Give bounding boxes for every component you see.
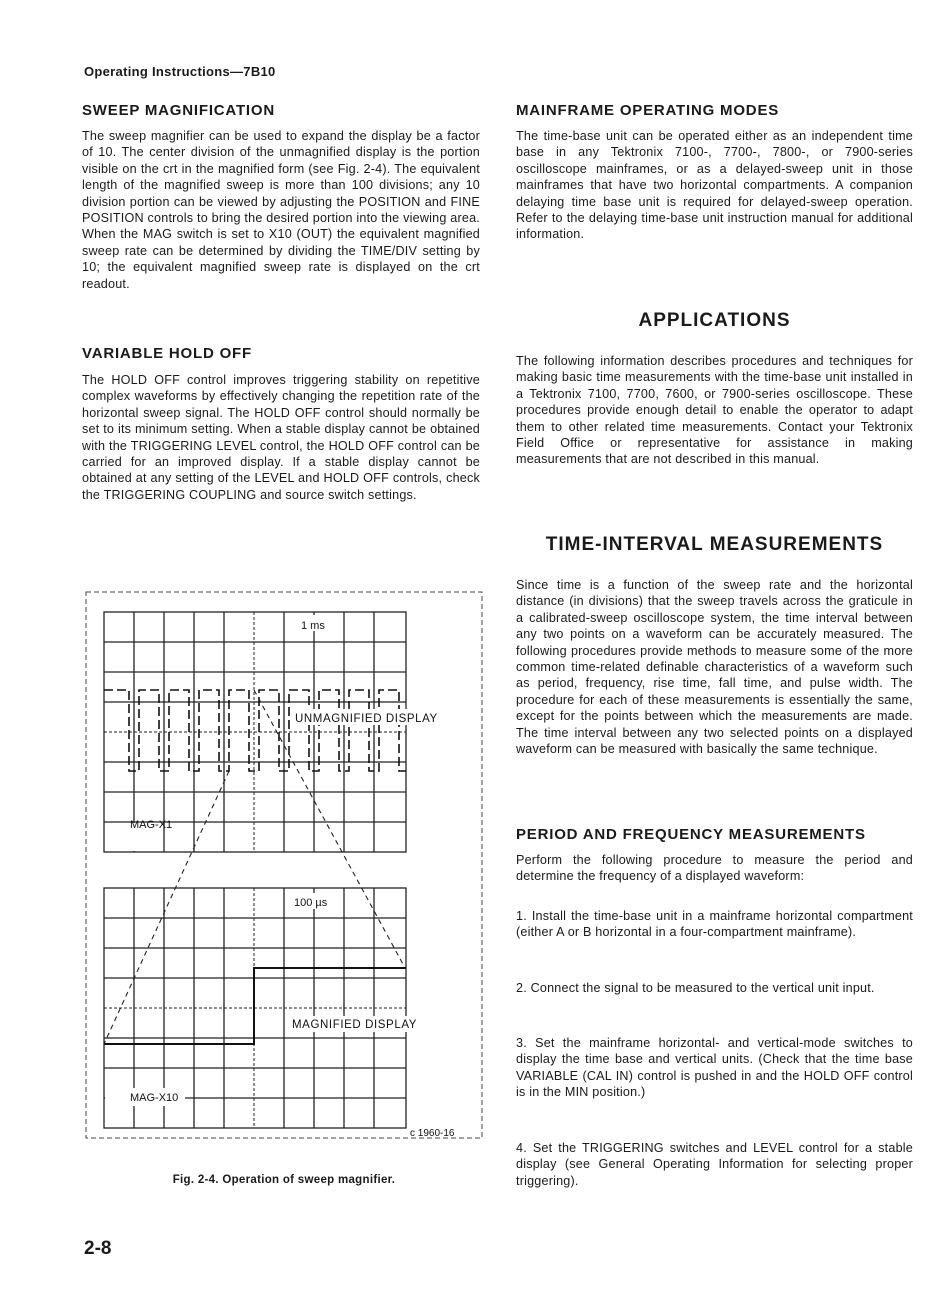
mainframe-operating-modes-body: The time-base unit can be operated either as an independent time base in any Tektronix 7100-, 7700-, 7800-, or 7900-series oscilloscope mainframes, or as a delayed-sweep unit in those mainframes that have two horizontal compartments. A companion delaying time base unit is required for delayed-sweep operation. Refer to the delaying time-base unit instruction manual for additional information. (516, 129, 913, 242)
period-frequency-heading: PERIOD AND FREQUENCY MEASUREMENTS (516, 826, 866, 843)
label-100us: 100 µs (294, 897, 328, 909)
page-number: 2-8 (84, 1238, 112, 1259)
step-2: 2. Connect the signal to be measured to the vertical unit input. (516, 981, 875, 995)
sweep-magnifier-figure (82, 588, 486, 1148)
running-header: Operating Instructions—7B10 (84, 64, 276, 79)
applications-heading: APPLICATIONS (638, 310, 791, 331)
variable-hold-off-body: The HOLD OFF control improves triggering stability on repetitive complex waveforms by effectively changing the repetition rate of the horizontal sweep signal. The HOLD OFF control should normally be set to its minimum setting. When a stable display cannot be obtained with the TRIGGERING LEVEL control, the HOLD OFF control can be carried for an improved display. If a stable display cannot be obtained at any setting of the LEVEL and HOLD OFF controls, check the TRIGGERING COUPLING and source switch settings. (82, 373, 480, 502)
applications-body: The following information describes procedures and techniques for making basic time measurements with the time-base unit installed in a Tektronix 7100, 7700, 7600, or 7900-series oscilloscope. These procedures provide enough detail to enable the operator to adapt them to other related time measurements. Contact your Tektronix Field Office or representative for assistance in making measurements that are not described in this manual. (516, 354, 913, 467)
time-interval-heading: TIME-INTERVAL MEASUREMENTS (545, 534, 884, 555)
label-1ms: 1 ms (301, 620, 325, 632)
sweep-magnification-body: The sweep magnifier can be used to expand the display be a factor of 10. The center division of the unmagnified display is the portion visible on the crt in the magnified form (see Fig. 2-4). The equivalent length of the magnified sweep is more than 100 divisions; any 10 division portion can be viewed by adjusting the POSITION and FINE POSITION controls to bring the desired portion into the viewing area. When the MAG switch is set to X10 (OUT) the equivalent magnified sweep rate can be determined by dividing the TIME/DIV setting by 10; the equivalent magnified sweep rate is displayed on the crt readout. (82, 129, 480, 291)
variable-hold-off-heading: VARIABLE HOLD OFF (82, 345, 252, 362)
mainframe-operating-modes-heading: MAINFRAME OPERATING MODES (516, 102, 780, 119)
unmagnified-center-lines (104, 612, 406, 852)
label-mag-x10: MAG-X10 (130, 1092, 179, 1104)
label-unmagnified-display: UNMAGNIFIED DISPLAY (295, 713, 438, 725)
step-3: 3. Set the mainframe horizontal- and vertical-mode switches to display the time base and vertical units. (Check that the time base VARIABLE (CAL IN) control is pushed in and the HOLD OFF control is in the MIN position.) (516, 1036, 913, 1100)
figure-code: c 1960-16 (410, 1128, 455, 1139)
step-1: 1. Install the time-base unit in a mainframe horizontal compartment (either A or B horizontal in a four-compartment mainframe). (516, 909, 913, 940)
period-frequency-intro: Perform the following procedure to measure the period and determine the frequency of a displayed waveform: (516, 853, 913, 884)
time-interval-body: Since time is a function of the sweep rate and the horizontal distance (in divisions) that the sweep travels across the graticule in a calibrated-sweep oscilloscope system, the time interval between any two points on a waveform can be accurately measured. The following procedures provide methods to measure some of the more common time-related definable characteristics of a waveform such as period, frequency, rise time, fall time, and pulse width. The procedure for each of these measurements is essentially the same, except for the points between which the measurements are made. The time interval between any two selected points on a displayed waveform can be measured with basically the same technique. (516, 578, 913, 757)
label-mag-x1: MAG-X1 (130, 819, 173, 831)
figure-caption: Fig. 2-4. Operation of sweep magnifier. (172, 1174, 396, 1186)
magnified-trace (104, 968, 406, 1044)
label-magnified-display: MAGNIFIED DISPLAY (292, 1019, 418, 1031)
step-4: 4. Set the TRIGGERING switches and LEVEL control for a stable display (see General Operating Information for selecting proper triggering). (516, 1141, 913, 1188)
sweep-magnification-heading: SWEEP MAGNIFICATION (82, 102, 275, 119)
